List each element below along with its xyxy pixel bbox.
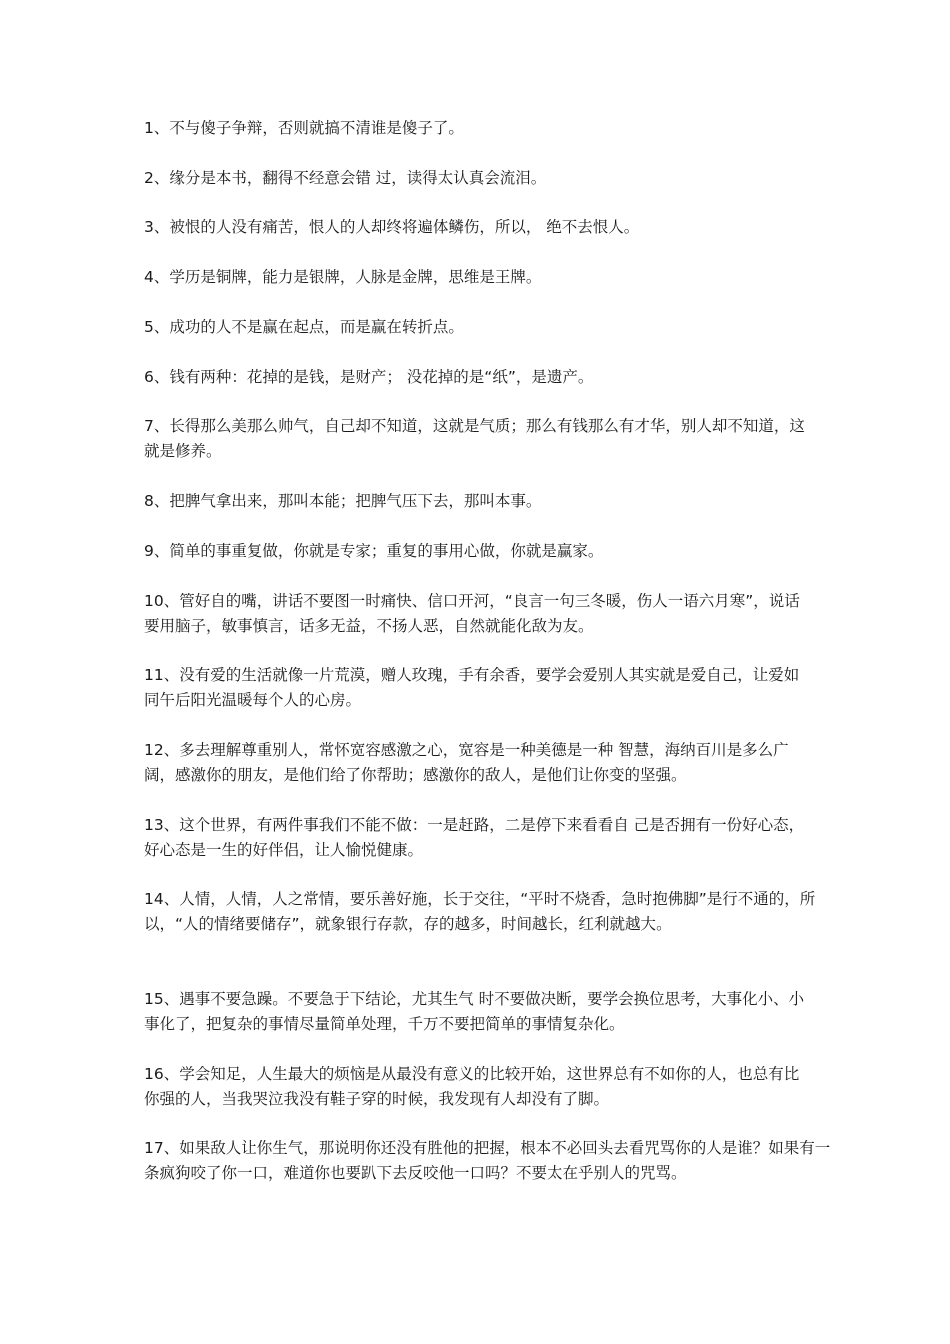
quote-item-2: 2、缘分是本书，翻得不经意会错 过，读得太认真会流泪。 xyxy=(144,169,547,187)
quote-item-14: 14、人情，人情，人之常情，要乐善好施，长于交往，“平时不烧香，急时抱佛脚”是行不通的，所以，“人的情绪要储存”，就象银行存款，存的越多，时间越长，红利就越大。 xyxy=(144,890,816,933)
quote-item-15: 15、遇事不要急躁。不要急于下结论，尤其生气 时不要做决断，要学会换位思考，大事化小、小事化了，把复杂的事情尽量简单处理，千万不要把简单的事情复杂化。 xyxy=(144,990,805,1033)
quote-item-12: 12、多去理解尊重别人，常怀宽容感激之心，宽容是一种美德是一种 智慧，海纳百川是多么广阔，感激你的朋友，是他们给了你帮助；感激你的敌人，是他们让你变的坚强。 xyxy=(144,741,789,784)
quote-item-5: 5、成功的人不是赢在起点，而是赢在转折点。 xyxy=(144,318,464,336)
quote-item-9: 9、简单的事重复做，你就是专家；重复的事用心做，你就是赢家。 xyxy=(144,542,604,560)
quote-item-8: 8、把脾气拿出来，那叫本能；把脾气压下去，那叫本事。 xyxy=(144,492,542,510)
quote-item-10: 10、管好自的嘴，讲话不要图一时痛快、信口开河，“良言一句三冬暖，伤人一语六月寒”，说话要用脑子，敏事慎言，话多无益，不扬人恶，自然就能化敌为友。 xyxy=(144,592,800,635)
quote-item-1: 1、不与傻子争辩，否则就搞不清谁是傻子了。 xyxy=(144,119,464,137)
quote-item-4: 4、学历是铜牌，能力是银牌，人脉是金牌，思维是王牌。 xyxy=(144,268,542,286)
quote-item-13: 13、这个世界，有两件事我们不能不做：一是赶路，二是停下来看看自 己是否拥有一份好心态，好心态是一生的好伴侣，让人愉悦健康。 xyxy=(144,816,805,859)
quote-item-6: 6、钱有两种：花掉的是钱，是财产； 没花掉的是“纸”，是遗产。 xyxy=(144,368,594,386)
quote-item-7: 7、长得那么美那么帅气，自己却不知道，这就是气质；那么有钱那么有才华，别人却不知道，这就是修养。 xyxy=(144,417,805,460)
quote-item-11: 11、没有爱的生活就像一片荒漠，赠人玫瑰，手有余香，要学会爱别人其实就是爱自己，让爱如同午后阳光温暖每个人的心房。 xyxy=(144,666,800,709)
quote-item-3: 3、被恨的人没有痛苦，恨人的人却终将遍体鳞伤，所以， 绝不去恨人。 xyxy=(144,218,640,236)
quote-item-17: 17、如果敌人让你生气，那说明你还没有胜他的把握，根本不必回头去看咒骂你的人是谁？如果有一条疯狗咬了你一口，难道你也要趴下去反咬他一口吗？不要太在乎别人的咒骂。 xyxy=(144,1139,831,1182)
quote-item-16: 16、学会知足，人生最大的烦恼是从最没有意义的比较开始，这世界总有不如你的人，也总有比你强的人，当我哭泣我没有鞋子穿的时候，我发现有人却没有了脚。 xyxy=(144,1065,800,1108)
